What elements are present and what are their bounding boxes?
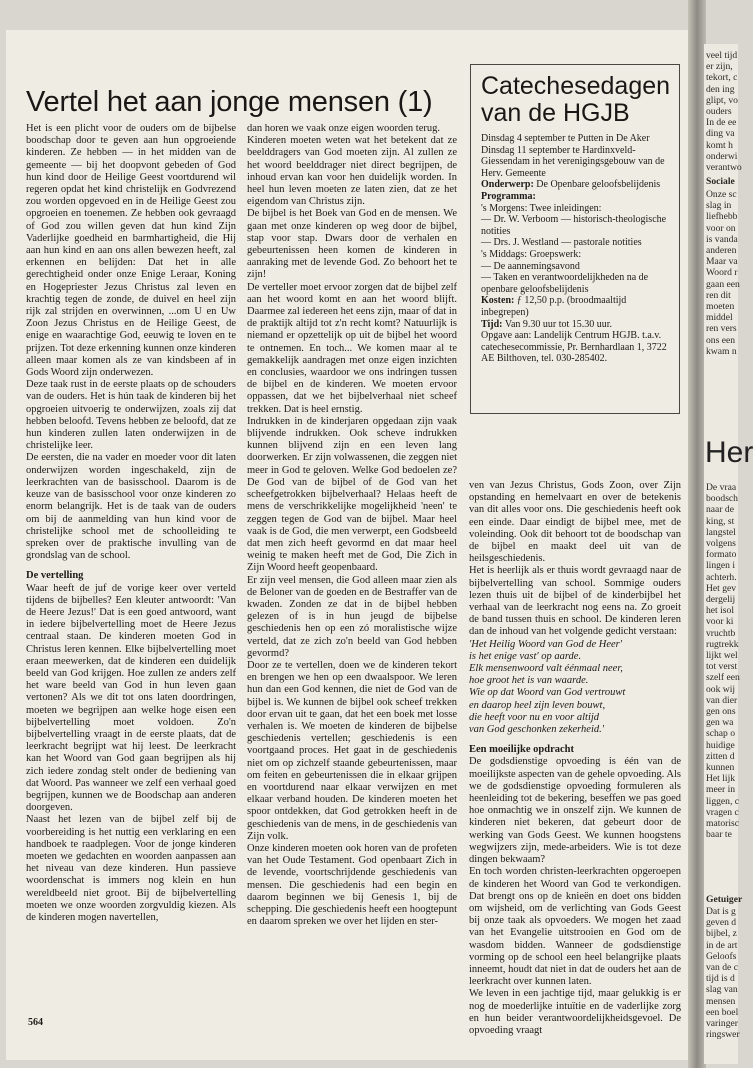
article-column-1 <box>26 123 236 924</box>
next-page-line: voor ki <box>706 616 734 628</box>
next-page-line: schap o <box>706 728 736 740</box>
poem-line: hoe groot het is van waarde. <box>469 675 589 687</box>
paragraph: De godsdienstige opvoeding is één van de moeilijkste aspecten van de gehele opvoeding. Als we de godsdienstige opvoeding formuleren als heenleiding tot de bekering, beseffen we pas goed hoe onmachtig we in onszelf zijn. We kunnen de kinderen niet bekeren, dat gebeurt door de werking van Gods Geest. We kunnen hoogstens wegwijzers zijn, mede-arbeiders. Wie is tot deze dingen bekwaam? <box>469 756 681 866</box>
next-page-line: dergelij <box>706 594 736 605</box>
next-page-line: kwam n <box>706 345 737 357</box>
next-page-line: een boel <box>706 1006 739 1018</box>
next-page-line: szelf een <box>706 672 740 684</box>
next-page-line: er zijn, <box>706 61 733 73</box>
next-page-line: Woord r <box>706 267 738 279</box>
poem-line: van God geschonken zekerheid.' <box>469 724 605 736</box>
box-line-2: Dinsdag 11 september te Hardinxveld-Giessendam in het verenigingsgebouw van de Herv. Gemeente <box>481 144 665 179</box>
next-page-line: Onze sc <box>706 189 737 200</box>
paragraph: Het is een plicht voor de ouders om de bijbelse boodschap door te geven aan hun opgroeiende kinderen. Ze hebben — in het midden van de gemeente — bij het doopvont gebeden of God hun kind door de Heilige Geest voortdurend wil regeren opdat het kind christelijk en Godvrezend zou worden opgevoed en in de Heilige Geest zou opgroeien en toenemen. Ze hebben ook gevraagd of God zou willen geven dat hun kind Zijn Vaderlijke goedheid en barmhartigheid, die Hij aan hun kind en aan ons allen bewezen heeft, zal erkennen en belijden: Dat het in alle gerechtigheid onder onze Enige Leraar, Koning en Hogepriester Jezus Christus zal leven en krachtig tegen de zonde, de duivel en heel zijn rijk zal strijden en overwinnen, ...om U en Uw Zoon Jezus Christus en de Heilige Geest, de enige en waarachtige God, eeuwig te loven en te prijzen. Tot deze erkenning kunnen onze kinderen alleen maar komen als ze van kindsbeen af in Gods Woord zijn onderwezen. <box>26 123 236 379</box>
box-line-1: Dinsdag 4 september te Putten in De Aker <box>481 133 650 144</box>
next-page-heading: Her <box>705 436 753 469</box>
next-page-line: boodsch <box>706 493 738 505</box>
next-page-line: vruchtb <box>706 627 736 639</box>
paragraph: dan horen we vaak onze eigen woorden terug. <box>247 123 441 134</box>
next-page-line: achterh. <box>706 571 737 583</box>
box-title: Catechesedagen van de HGJB <box>481 72 671 127</box>
next-page-line: naar de <box>706 504 734 516</box>
next-page-line: in de art <box>706 939 738 951</box>
paragraph: Het is heerlijk als er thuis wordt gevraagd naar de bijbelvertelling van school. Sommige ouders lezen thuis uit de bijbel of de kinderbijbel het verhaal van de leerkracht nog eens na. Zo groeit de band tussen thuis en school. De kinderen leren dan de inhoud van het volgende gedicht verstaan: <box>469 565 681 638</box>
next-page-line: Het gev <box>706 582 737 594</box>
programma-item: 's Morgens: Twee inleidingen: <box>481 202 602 214</box>
next-page-line: formato <box>706 549 737 561</box>
next-page-line: ouders <box>706 106 732 117</box>
programma-item: — De aannemingsavond <box>481 260 580 272</box>
paragraph: We leven in een jachtige tijd, maar gelukkig is er nog de moederlijke intuïtie en de vaderlijke zorg en hun beider verantwoordelijkheidsgevoel. De opvoeding vraagt <box>469 988 681 1036</box>
paragraph: Naast het lezen van de bijbel zelf bij de voorbereiding is het nuttig een verklaring en een handboek te raadplegen. Voor de jonge kinderen moeten we gedachten en woorden aanpassen aan het niveau van deze kinderen. Hun passieve woordenschat is immers nog klein en hun wereldbeeld niet groot. Bij de bijbelvertelling moeten we onze woorden zorgvuldig kiezen. Als de kinderen mogen navertellen, <box>26 814 236 923</box>
next-page-line: slag van <box>706 984 738 996</box>
poem <box>469 639 681 737</box>
next-page-line: rugtrekk <box>706 638 739 650</box>
next-page-line: tot verst <box>706 661 738 673</box>
next-page-line: Dat is g <box>706 906 736 917</box>
paragraph: De eersten, die na vader en moeder voor dit laten onderwijzen worden ingeschakeld, zijn de leerkrachten van de basisschool. Daarom is de keuze van de basisschool voor onze kinderen zo enorm belangrijk. Het is de taak van de ouders om bij de aanmelding van hun kind voor de christelijke school met de schoolleiding te spreken over de praktische invulling van de grondslag van de school. <box>26 452 236 562</box>
next-page-line: onderwi <box>706 150 738 162</box>
paragraph: Deze taak rust in de eerste plaats op de schouders van de ouders. Het is hún taak de kinderen bij het opgroeien uitvoerig te onderwijzen, zoals zij dat hebben beloofd. Tevens hebben ze beloofd, dat ze hun kinderen zullen laten onderwijzen in de christelijke leer. <box>26 379 236 452</box>
box-onderwerp <box>481 179 669 191</box>
next-page-line: geven d <box>706 917 737 929</box>
next-page-line: ding va <box>706 128 735 140</box>
article-column-3 <box>469 480 681 1037</box>
paragraph: Door ze te vertellen, doen we de kinderen tekort en brengen we hen op een dwaalspoor. We leren hun dan een God kennen, die niet de God van de bijbel is. We kunnen de bijbel ook scheef trekken door ervan uit te gaan, dat het een boek met losse verhalen is. We moeten de kinderen de bijbelse geschiedenis vertellen; geschiedenis is een voortgaand proces. Het gaat in de geschiedenis niet om op zichzelf staande gebeurtenissen, maar om feiten en gebeurtenissen die in elkaar grijpen en voortdurend naar elkaar verwijzen en met elkaar verband houden. De kinderen moeten het spoor ontdekken, dat God getrokken heeft in de geschiedenis van de mens, in de geschiedenis van Zijn volk. <box>247 659 457 842</box>
subheading-vertelling: De vertelling <box>26 570 84 582</box>
next-page-line: gaan een <box>706 278 740 290</box>
next-page-line: anderen <box>706 245 737 256</box>
next-page-sociale: Sociale <box>706 176 735 187</box>
next-page-line: meer in <box>706 784 736 796</box>
programma-item: 's Middags: Groepswerk: <box>481 248 582 260</box>
next-page-line: Maar va <box>706 256 738 268</box>
paragraph: Waar heeft de juf de vorige keer over verteld tijdens de bijbelles? Een kleuter antwoordt: 'Van de Heere Jezus!' Dat is een goed antwoord, want in iedere bijbelvertelling moet de Heere Jezus centraal staan. De kinderen moeten God in Christus leren kennen. Elke bijbelvertelling moet eraan meewerken, dat de kinderen een duidelijk beeld van God krijgen. Hoe zullen ze anders zelf het ware beeld van God in hun leven gaan vertonen? Als we dit tot ons laten doordringen, moeten we begrijpen aan welke hoge eisen een bijbelvertelling moet voldoen. Zo'n bijbelvertelling vraagt in de eerste plaats, dat de leerkracht begrijpt wat hij leest. De leerkracht kan het Woord van God gaan begrijpen als hij zich iedere zondag stelt onder de bediening van dat Woord. Pas wanneer we zelf een verhaal goed begrijpen, kunnen we de Boodschap aan anderen doorgeven. <box>26 582 236 814</box>
catechesedagen-box <box>470 64 680 414</box>
next-page-line: Geloofs <box>706 950 737 962</box>
next-page-line: ons een <box>706 334 736 346</box>
next-page-line: baar te <box>706 829 732 841</box>
next-page-line: tekort, c <box>706 72 738 84</box>
next-page-line: lingen i <box>706 560 736 572</box>
programma-item: — Taken en verantwoordelijkheden na de openbare geloofsbelijdenis <box>481 272 649 295</box>
poem-line: Elk mensenwoord valt éénmaal neer, <box>469 663 623 675</box>
poem-line: Wie op dat Woord van God vertrouwt <box>469 687 626 699</box>
next-page-line: is vanda <box>706 233 738 245</box>
paragraph: Kinderen moeten weten wat het betekent dat ze beelddragers van God moeten zijn. Al zullen ze het woord beelddrager niet direct begrijpen, de inhoud ervan kan voor hen duidelijk worden. In heel hun leven moeten ze laten zien, dat ze het eigendom van Christus zijn. <box>247 135 457 208</box>
next-page-line: varinger <box>706 1018 738 1029</box>
next-page-line: den ing <box>706 83 735 95</box>
next-page-getuige: Getuiger <box>706 894 743 905</box>
next-page-line: ook wij <box>706 683 736 695</box>
paragraph: Indrukken in de kinderjaren opgedaan zijn vaak blijvende indrukken. Ook scheve indrukken kunnen blijvend zijn en een leven lang doorwerken. Er zijn volwassenen, die zeggen niet meer in God te geloven. Welke God bedoelen ze? De God van de bijbel of de God van het scheefgetrokken bijbelverhaal? Helaas heeft de mens de verschrikkelijke mogelijkheid 'neen' te zeggen tegen de God van de bijbel. Maar heel vaak is de God, die men verwerpt, een Godsbeeld dat men zich heeft gevormd en dat maar heel weinig te maken heeft met de God, Die Zich in Zijn Woord heeft geopenbaard. <box>247 415 457 574</box>
paragraph: En toch worden christen-leerkrachten opgeroepen de kinderen het Woord van God te verkondigen. Dat brengt ons op de knieën en doet ons bidden om wijsheid, om de verlichting van Gods Geest bij onze taak als opvoeders. We mogen het zaad van het Evangelie uitstrooien en God om de wasdom bidden. Wanneer de godsdienstige vorming op de school een heel belangrijke plaats inneemt, houdt dat niet in dat de ouders het aan de leerkracht over kunnen laten. <box>469 866 681 988</box>
next-page-line: gen ons <box>706 706 736 717</box>
article-title: Vertel het aan jonge mensen (1) <box>26 86 433 118</box>
next-page-line: tijd is d <box>706 973 735 985</box>
poem-line: is het enige vast' op aarde. <box>469 650 582 662</box>
article-column-2 <box>247 123 457 928</box>
paragraph: De bijbel is het Boek van God en de mensen. We gaan met onze kinderen op weg door de bijbel, stap voor stap. Dwars door de verhalen en gebeurtenissen heen komen de kinderen in aanraking met de levende God. Zo behoort het te zijn! <box>247 208 457 281</box>
paragraph: Onze kinderen moeten ook horen van de profeten van het Oude Testament. God openbaart Zich in de levende, voortschrijdende geschiedenis van mensen. Die geschiedenis had een begin en daarom beginnen we bij Genesis 1, bij de schepping. Die geschiedenis heeft een hoogtepunt en daarom spreken we over het lijden en ster- <box>247 842 457 928</box>
next-page-line: van dier <box>706 694 738 706</box>
next-page-line: volgens <box>706 538 736 549</box>
next-page-line: verantwo <box>706 162 742 173</box>
next-page-line: lijkt wel <box>706 650 738 661</box>
tijd-label: Tijd: <box>481 318 503 330</box>
next-page-line: middel <box>706 312 733 324</box>
tijd-value: Van 9.30 uur tot 15.30 uur. <box>504 318 613 330</box>
next-page-line: vragen c <box>706 806 739 818</box>
box-opgave: Opgave aan: Landelijk Centrum HGJB. t.a.v. catechesecommissie, Pr. Bernhardlaan 1, 3722 AE Bilthoven, tel. 030-285402. <box>481 330 667 365</box>
poem-line: die heeft voor nu en voor altijd <box>469 711 600 723</box>
programma-item: — Drs. J. Westland — pastorale notities <box>481 237 642 249</box>
box-programma-label: Programma: <box>481 190 536 202</box>
next-page-line: ren dit <box>706 289 731 301</box>
next-page-line: mensen <box>706 995 736 1007</box>
next-page-line: moeten <box>706 301 735 312</box>
next-page-line: Het lijk <box>706 773 736 785</box>
paragraph: De verteller moet ervoor zorgen dat de bijbel zelf aan het woord komt en aan het woord blijft. Daarmee zal iedereen het eens zijn, maar of dat in de praktijk altijd tot z'n recht komt? Natuurlijk is niemand er opzettelijk op uit de bijbel het woord te ontnemen. En toch... We komen maar al te gemakkelijk aandragen met onze eigen inzichten en conclusies, waardoor we ons indringen tussen de bijbel en de kinderen. We moeten ervoor oppassen, dat we het bijbelverhaal niet scheef trekken. Dat is heel ernstig. <box>247 281 457 415</box>
programma-item: — Dr. W. Verboom — historisch-theologische notities <box>481 214 667 237</box>
next-page-line: slag in <box>706 200 732 212</box>
next-page-line: veel tijd <box>706 50 738 61</box>
next-page-line: matorisc <box>706 818 740 829</box>
next-page-line: In de ee <box>706 117 737 129</box>
next-page-line: langstel <box>706 526 736 538</box>
paragraph: ven van Jezus Christus, Gods Zoon, over Zijn opstanding en hemelvaart en over de betekenis van dit alles voor ons. Die geschiedenis heeft ook een einde. Daar eindigt de bijbel mee, met de voleinding. Ook dit behoort tot de boodschap van de bijbel en maakt deel uit van de heilsgeschiedenis. <box>469 480 681 565</box>
kosten-value: ƒ 12,50 p.p. (broodmaaltijd inbegrepen) <box>481 295 627 318</box>
poem-line: en daarop heel zijn leven bouwt, <box>469 699 606 711</box>
next-page-line: glipt, vo <box>706 94 738 106</box>
next-page-line: ren vers <box>706 323 737 335</box>
kosten-label: Kosten: <box>481 295 515 307</box>
next-page-line: bijbel, z <box>706 928 737 940</box>
next-page-line: king, st <box>706 515 735 527</box>
page-number: 564 <box>28 1017 43 1028</box>
box-tijd <box>481 319 669 331</box>
next-page-line: gen wa <box>706 717 734 729</box>
onderwerp-label: Onderwerp: <box>481 179 534 191</box>
paragraph: Er zijn veel mensen, die God alleen maar zien als de Beloner van de goeden en de Bestraffer van de kwaden. Zonden ze dat in de bijbel hebben gelezen of is in hun jeugd de bijbelse geschiedenis hen op een zó moralistische wijze verteld, dat ze zich zo'n beeld van God hebben gevormd? <box>247 574 457 659</box>
next-page-line: kunnen <box>706 762 735 773</box>
poem-line: 'Het Heilig Woord van God de Heer' <box>469 638 623 650</box>
next-page-line: liggen, c <box>706 795 740 807</box>
next-page-fragment <box>704 44 753 1064</box>
next-page-line: van de c <box>706 962 738 973</box>
subheading-opdracht: Een moeilijke opdracht <box>469 744 574 756</box>
next-page-line: liefhebb <box>706 211 738 223</box>
box-kosten <box>481 295 669 318</box>
onderwerp-value: De Openbare geloofsbelijdenis <box>536 179 661 191</box>
next-page-line: De vraa <box>706 482 737 493</box>
next-page-line: het isol <box>706 605 734 617</box>
next-page-line: huidige <box>706 739 735 751</box>
next-page-line: voor on <box>706 222 736 234</box>
next-page-line: zitten d <box>706 750 735 762</box>
next-page-line: ringswer <box>706 1029 740 1041</box>
next-page-line: komt h <box>706 139 733 151</box>
